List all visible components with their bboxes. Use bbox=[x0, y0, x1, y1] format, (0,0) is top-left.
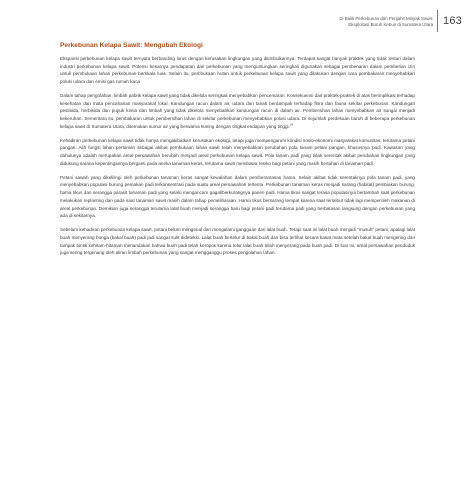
header-divider bbox=[437, 10, 438, 32]
paragraph-1-text: Ekspansi perkebunan kelapa sawit ternyata berbanding lurus dengan kerusakan lingkungan yang ditimbulkannya. Terdapat sangat banyak praktek yang tidak lestari dalam industri perkebunan kelapa sawit. Potensi besarnya pendapatan dari perkebunan yang menguntungkan seringkali digunakan sebagai pembenaran dalam pemberian izin untuk pembukaan lahan perkebunan berskala luas. Selain itu, pembukaan hutan untuk perkebunan kelapa sawit yang dilakukan dengan cara pembakaran menyebabkan polusi udara dan emisi gas rumah kaca bbox=[60, 56, 415, 85]
paragraph-5-text: Sebelum kehadiran perkebunan kelapa sawit, petani belum mengenal dan mengalami gangguan dari lalat buah. Tetapi saat ini lalat buah menjadi "musuh" petani, apalagi lalat buah menyerang bunga (bakal buah) padi jadi sangat sulit dideteksi. Lalat buah bertelur di bakal buah dan bisa terlihat secara kasat mata setelah bakal buah mengering dan tampak bintik kehitam-hitaman menandakan bahwa buah padi telah keropos karena telur lalat buah telah menyerang pada buah padi. Di luar ini, areal persawahan penduduk juga sering tergenang oleh aliran limbah perkebunan yang sangat mengganggu proses pengolahan lahan. bbox=[60, 227, 415, 256]
paragraph-1 bbox=[60, 55, 415, 86]
paragraph-3 bbox=[60, 137, 415, 168]
paragraph-5 bbox=[60, 226, 415, 257]
article-body bbox=[60, 42, 415, 263]
running-header-line-2: Eksploitasi Buruh Kebun di Sumatera Utara bbox=[348, 22, 434, 28]
paragraph-4 bbox=[60, 174, 415, 220]
paragraph-4-text: Petani sawah yang dikelilingi oleh perkebunan tanaman keras sangat kewalahan dalam pemberantasan hama. Selain akibat tidak serentaknya pola tanam padi, yang menyebabkan populasi burung pemakan padi terkonsentrasi pada suatu areal persawahan tertentu. Perkebunan tanaman keras menjadi sarang (habitat) pembiakan burung, hama tikus dan serangga parasit tanaman padi yang selalu mengancam gagal/berkurangnya panen padi. Hama tikus sangat terasa populasinya bertambah saat perkebunan melakukan replanting dan pada saat tanaman sawit masih dalam tahap pemeliharaan. Hama tikus bersarang tempat karena saat tersebut tidak lagi memperoleh makanan di areal perkebunan. Demikian juga serangga terutama lalat buah menjadi serangga baru bagi petani padi terutama padi yang berbatasan langsung dengan perkebunan yang ada di sekitarnya. bbox=[60, 174, 415, 219]
paragraph-2-text: Dalam tahap pengolahan, limbah pabrik kelapa sawit yang tidak dikelola seringkali menyebabkan pencemaran. Konsekuensi dari praktek-praktek di atas berimplikasi terhadap kesehatan dan mata pencaharian masyarakat lokal. Kandungan racun dalam air, udara dan tanah berdampak terhadap flora dan fauna sekitar perkebunan. Kandungan pestisida, herbisida dan pupuk kimia dan limbah yang tidak dikelola menyebabkan kandungan racun di dalam air. Pembersihan lahan menyebabkan air sungai menjadi kekeruhan. Sementara itu, pembakaran untuk pembersihan lahan di sekitar perkebunan menyebabkan polusi udara. Di sejumlah perdesaan buruh di beberapa perkebunan kelapa sawit di Sumatera Utara, ditemukan sumur air yang berwarna kuning dengan tingkat endapan yang tinggi. bbox=[60, 93, 415, 129]
running-header bbox=[339, 16, 433, 28]
footnote-marker[interactable]: 24 bbox=[289, 122, 294, 127]
paragraph-3-text: Kehadiran perkebunan kelapa sawit tidak hanya mengakibatkan kerusakan ekologi, tetapi juga mempengaruhi kondisi sosio-ekonomi masyarakat komunitas, terutama petani pangan. Alih fungsi lahan pertanian sebagai akibat pembukaan lahan sawit telah menyebabkan perubahan pola tanam petani pangan, khususnya padi. Kawasan yang dahulunya adalah merupakan areal persawahan berubah menjadi areal perkebunan kelapa sawit. Pola tanam padi yang tidak serentak akibat perubahan lingkungan yang didukung sarana kepentingannya berganti pada aneka tanaman keras, terutama sawit membawa resiko bagi petani yang masih bertahan di tanaman padi. bbox=[60, 137, 415, 166]
page-header bbox=[339, 4, 462, 32]
page-number: 163 bbox=[443, 15, 462, 27]
section-title: Perkebunan Kelapa Sawit: Mengubah Ekologi bbox=[60, 42, 203, 49]
paragraph-2 bbox=[60, 92, 415, 131]
running-header-line-1: Di Balik Perkebunan dan Penjahit Minyak Sawit: bbox=[339, 16, 434, 21]
